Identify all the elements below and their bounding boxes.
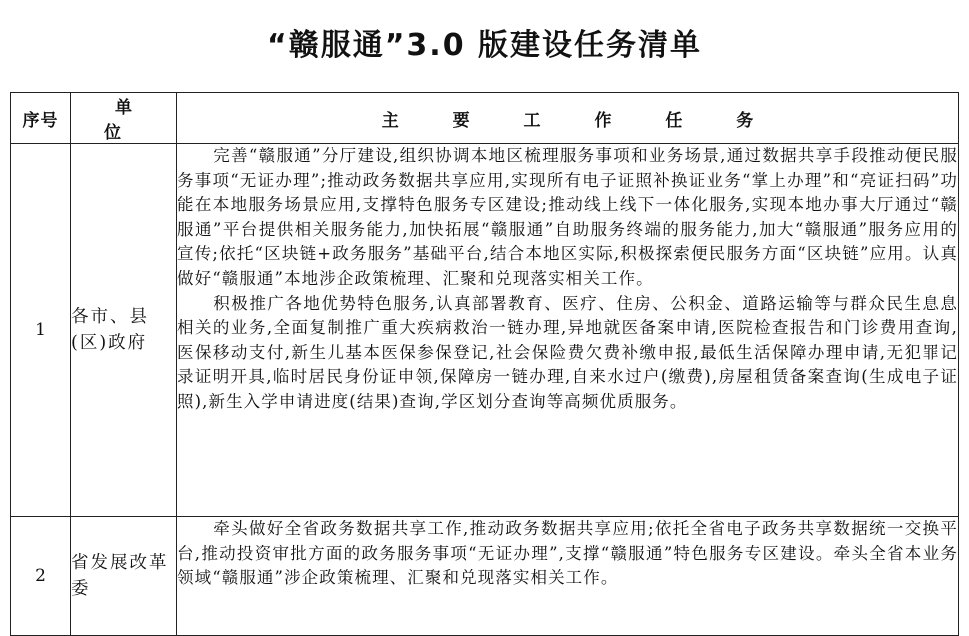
row-task: [177, 517, 959, 636]
row-seq: 2: [11, 517, 71, 636]
row-seq: 1: [11, 144, 71, 517]
task-paragraph: 牵头做好全省政务数据共享工作,推动政务数据共享应用;依托全省电子政务共享数据统一交换平台,推动投资审批方面的政务服务事项“无证办理”,支撑“赣服通”特色服务专区建设。牵头全省本业务领域“赣服通”涉企政策梳理、汇聚和兑现落实相关工作。: [177, 519, 958, 588]
table-header-row: [11, 93, 959, 144]
row-unit: 各市、县(区)政府: [71, 144, 177, 517]
row-task: [177, 144, 959, 517]
task-paragraph: 完善“赣服通”分厅建设,组织协调本地区梳理服务事项和业务场景,通过数据共享手段推动便民服务事项“无证办理”;推动政务数据共享应用,实现所有电子证照补换证业务“掌上办理”和“亮证扫码”功能在本地服务场景应用,支撑特色服务专区建设;推动线上线下一体化服务,实现本地办事大厅通过“赣服通”平台提供相关服务能力,加快拓展“赣服通”自助服务终端的服务能力,加大“赣服通”服务应用的宣传;依托“区块链+政务服务”基础平台,结合本地区实际,积极探索便民服务方面“区块链”应用。认真做好“赣服通”本地涉企政策梳理、汇聚和兑现落实相关工作。: [177, 146, 958, 288]
header-unit: 单 位: [71, 93, 177, 144]
document-title: “赣服通”3.0 版建设任务清单: [266, 28, 703, 63]
row-unit: 省发展改革委: [71, 517, 177, 636]
task-paragraph: 积极推广各地优势特色服务,认真部署教育、医疗、住房、公积金、道路运输等与群众民生息息相关的业务,全面复制推广重大疾病救治一链办理,异地就医备案申请,医院检查报告和门诊费用查询,医保移动支付,新生儿基本医保参保登记,社会保险费欠费补缴申报,最低生活保障办理申请,无犯罪记录证明开具,临时居民身份证申领,保障房一链办理,自来水过户(缴费),房屋租赁备案查询(生成电子证照),新生入学申请进度(结果)查询,学区划分查询等高频优质服务。: [177, 293, 958, 411]
header-seq: 序号: [11, 93, 71, 144]
table-row: [11, 517, 959, 636]
task-list-table: [10, 92, 959, 636]
table-row: [11, 144, 959, 517]
header-task: 主 要 工 作 任 务: [177, 93, 959, 144]
